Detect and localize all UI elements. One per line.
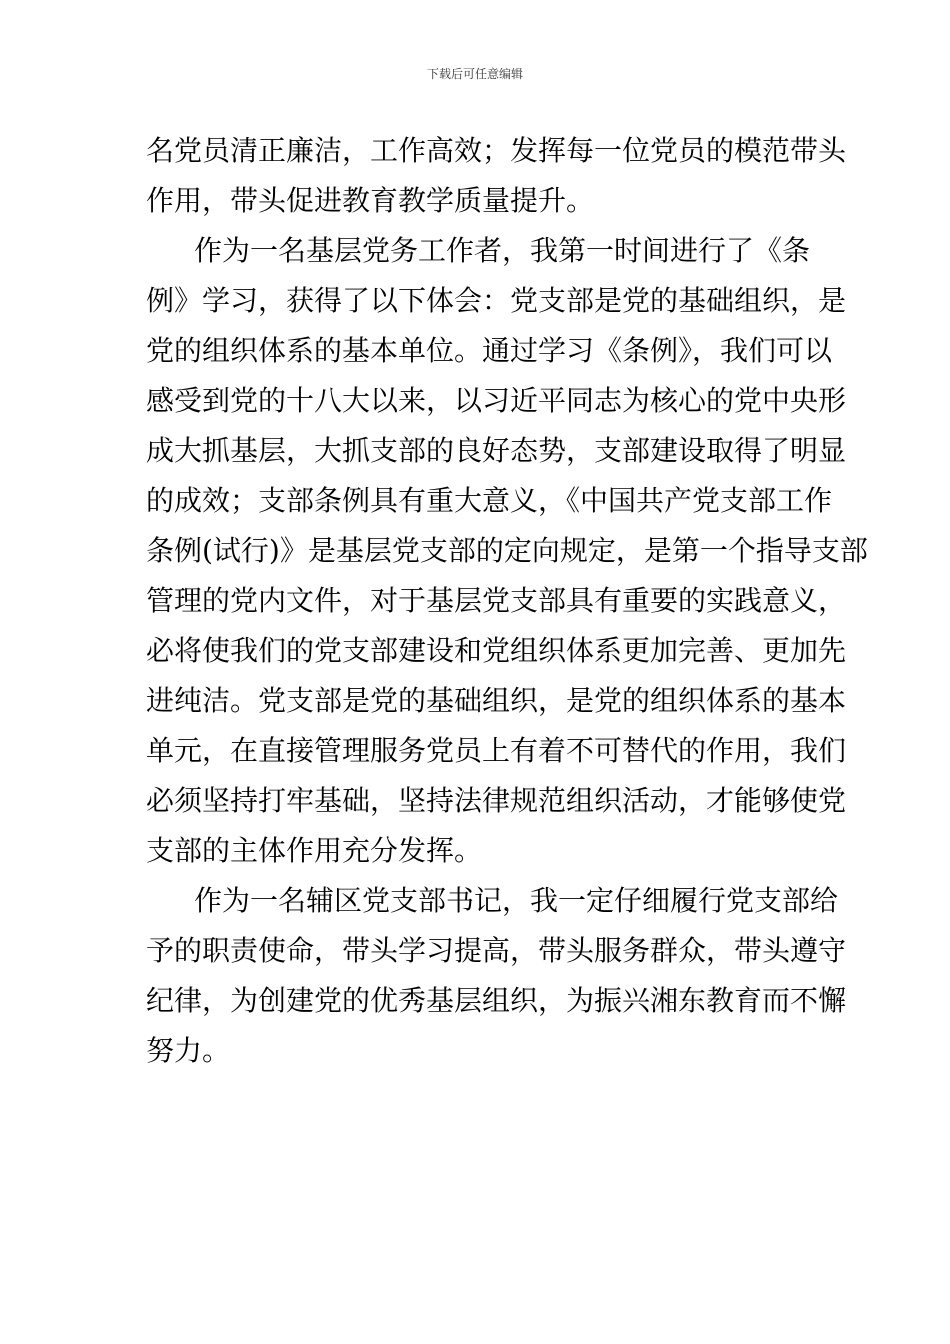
paragraph-3 bbox=[146, 876, 847, 1076]
text-line: 作用，带头促进教育教学质量提升。 bbox=[146, 184, 595, 217]
document-body bbox=[146, 126, 868, 1076]
text-line: 党的组织体系的基本单位。通过学习《条例》，我们可以 bbox=[146, 334, 833, 367]
text-line: 的成效；支部条例具有重大意义，《中国共产党支部工作 bbox=[146, 484, 833, 517]
text-line: 努力。 bbox=[146, 1034, 231, 1067]
text-line: 成大抓基层，大抓支部的良好态势，支部建设取得了明显 bbox=[146, 434, 847, 467]
page-header-note: 下载后可任意编辑 bbox=[426, 67, 523, 81]
text-line: 必将使我们的党支部建设和党组织体系更加完善、更加先 bbox=[146, 634, 847, 667]
text-line: 作为一名辅区党支部书记，我一定仔细履行党支部给 bbox=[194, 884, 839, 917]
paragraph-1 bbox=[146, 126, 847, 226]
text-line: 支部的主体作用充分发挥。 bbox=[146, 834, 483, 867]
text-line: 管理的党内文件，对于基层党支部具有重要的实践意义， bbox=[146, 584, 847, 617]
text-line: 予的职责使命，带头学习提高，带头服务群众，带头遵守 bbox=[146, 934, 847, 967]
text-line: 条例(试行)》是基层党支部的定向规定，是第一个指导支部 bbox=[146, 534, 868, 567]
text-line: 单元，在直接管理服务党员上有着不可替代的作用，我们 bbox=[146, 734, 847, 767]
paragraph-2 bbox=[146, 226, 868, 876]
text-line: 纪律，为创建党的优秀基层组织，为振兴湘东教育而不懈 bbox=[146, 984, 847, 1017]
text-line: 例》学习，获得了以下体会：党支部是党的基础组织，是 bbox=[146, 284, 847, 317]
text-line: 名党员清正廉洁，工作高效；发挥每一位党员的模范带头 bbox=[146, 134, 847, 167]
text-line: 进纯洁。党支部是党的基础组织，是党的组织体系的基本 bbox=[146, 684, 847, 717]
text-line: 必须坚持打牢基础，坚持法律规范组织活动，才能够使党 bbox=[146, 784, 847, 817]
text-line: 作为一名基层党务工作者，我第一时间进行了《条 bbox=[194, 234, 811, 267]
text-line: 感受到党的十八大以来，以习近平同志为核心的党中央形 bbox=[146, 384, 847, 417]
